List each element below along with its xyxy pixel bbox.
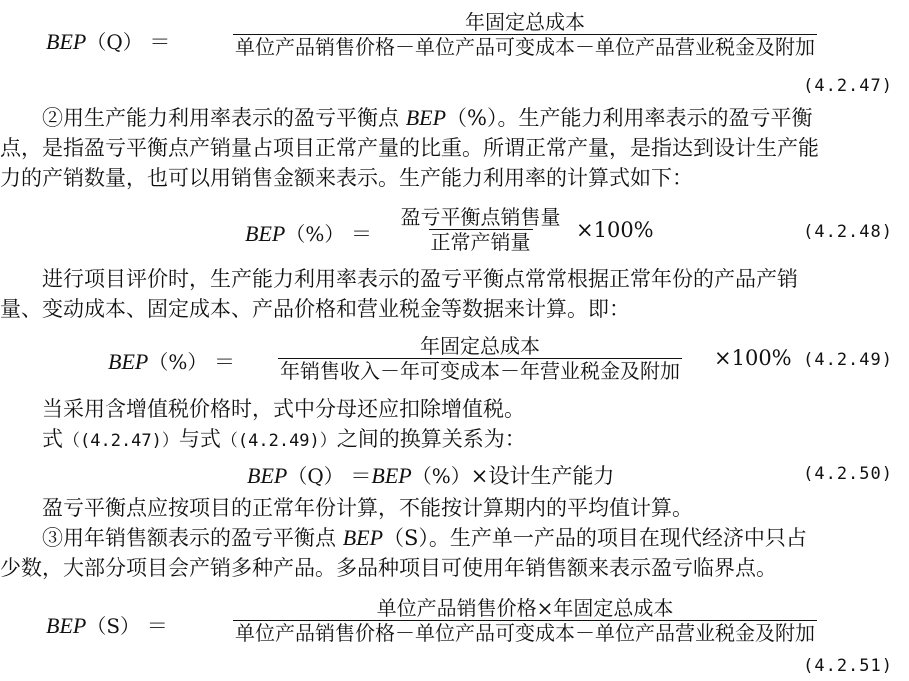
p3-line1: 当采用含增值税价格时，式中分母还应扣除增值税。	[42, 397, 525, 421]
eq49-equals: ＝	[214, 350, 236, 374]
eq51-number: (4.2.51)	[803, 656, 893, 676]
p3-line2-a: 式	[42, 427, 63, 451]
p1-line3: 力的产销数量，也可以用销售金额来表示。生产能力利用率的计算式如下：	[0, 166, 693, 190]
eq50-rhs-tail: ×设计生产能力	[470, 464, 615, 488]
eq48-lhs-bep: BEP	[245, 221, 286, 246]
eq47-lhs-bep: BEP	[46, 29, 87, 54]
p1-line2: 点，是指盈亏平衡点产销量占项目正常产量的比重。所谓正常产量，是指达到设计生产能	[0, 136, 819, 160]
p2-line1: 进行项目评价时，生产能力利用率表示的盈亏平衡点常常根据正常年份的产品产销	[42, 267, 798, 291]
p1-line1-tail: （%）。生产能力利用率表示的盈亏平衡	[446, 106, 813, 130]
eq49-number: (4.2.49)	[803, 350, 893, 370]
eq48-fraction	[388, 205, 573, 254]
eq49-tail: ×100%	[714, 346, 792, 370]
eq50-lhs-arg: （Q）	[287, 464, 344, 488]
eq51-equals: ＝	[146, 614, 168, 638]
eq51-fraction	[184, 596, 866, 645]
eq48-denominator: 正常产销量	[430, 230, 531, 254]
p4-line2-tail: （S）。生产单一产品的项目在现代经济中只占	[383, 526, 807, 550]
p3-line2-c: 之间的换算关系为：	[336, 427, 526, 451]
p1-line1-bep: BEP	[405, 105, 447, 130]
eq48-numerator: 盈亏平衡点销售量	[400, 205, 561, 229]
eq48-tail: ×100%	[576, 218, 654, 242]
p4-line2-text: ③用年销售额表示的盈亏平衡点	[42, 526, 336, 550]
eq48-equals: ＝	[351, 222, 373, 246]
eq47-lhs-arg: （Q）	[86, 30, 143, 54]
eq50-rhs-arg: （%）	[411, 464, 471, 488]
p3-line2-b: 与式	[178, 427, 221, 451]
eq51-lhs-arg: （S）	[86, 614, 141, 638]
paragraph-capacity-utilization	[0, 103, 895, 193]
eq50-lhs-bep: BEP	[247, 463, 288, 488]
eq48-number: (4.2.48)	[803, 222, 893, 242]
eq49-lhs-bep: BEP	[108, 349, 149, 374]
eq51-denominator: 单位产品销售价格－单位产品可变成本－单位产品营业税金及附加	[235, 621, 815, 645]
eq47-numerator: 年固定总成本	[465, 10, 585, 34]
paragraph-evaluation	[0, 264, 895, 324]
p3-ref-4-2-47: (4.2.47)	[80, 431, 162, 451]
eq48-lhs-arg: （%）	[285, 222, 345, 246]
eq50-rhs-bep: BEP	[371, 463, 412, 488]
eq51-lhs-bep: BEP	[46, 613, 87, 638]
p4-line1: 盈亏平衡点应按项目的正常年份计算，不能按计算期内的平均值计算。	[42, 496, 693, 520]
eq47-denominator: 单位产品销售价格－单位产品可变成本－单位产品营业税金及附加	[235, 35, 815, 59]
eq50-equals: ＝	[350, 464, 372, 488]
p4-line2-bep: BEP	[342, 525, 384, 550]
eq51-numerator: 单位产品销售价格×年固定总成本	[376, 596, 674, 620]
p1-line1-text: ②用生产能力利用率表示的盈亏平衡点	[42, 106, 399, 130]
p3-ref-4-2-49: (4.2.49)	[237, 431, 320, 451]
eq50-number: (4.2.50)	[803, 464, 893, 484]
eq47-equals: ＝	[149, 30, 171, 54]
eq47-fraction	[184, 10, 866, 59]
paragraph-sales-volume	[0, 493, 895, 583]
paragraph-vat-note: 当采用含增值税价格时，式中分母还应扣除增值税。 式（(4.2.47)）与式（(4.2.49)）之间的换算关系为：	[0, 394, 895, 456]
eq49-lhs-arg: （%）	[148, 350, 208, 374]
eq49-numerator: 年固定总成本	[420, 334, 540, 358]
p2-line2: 量、变动成本、固定成本、产品价格和营业税金等数据来计算。即：	[0, 297, 630, 321]
eq47-number: (4.2.47)	[803, 76, 893, 96]
eq49-fraction	[248, 334, 712, 383]
eq49-denominator: 年销售收入－年可变成本－年营业税金及附加	[280, 359, 680, 383]
p4-line3: 少数，大部分项目会产销多种产品。多品种项目可使用年销售额来表示盈亏临界点。	[0, 556, 777, 580]
